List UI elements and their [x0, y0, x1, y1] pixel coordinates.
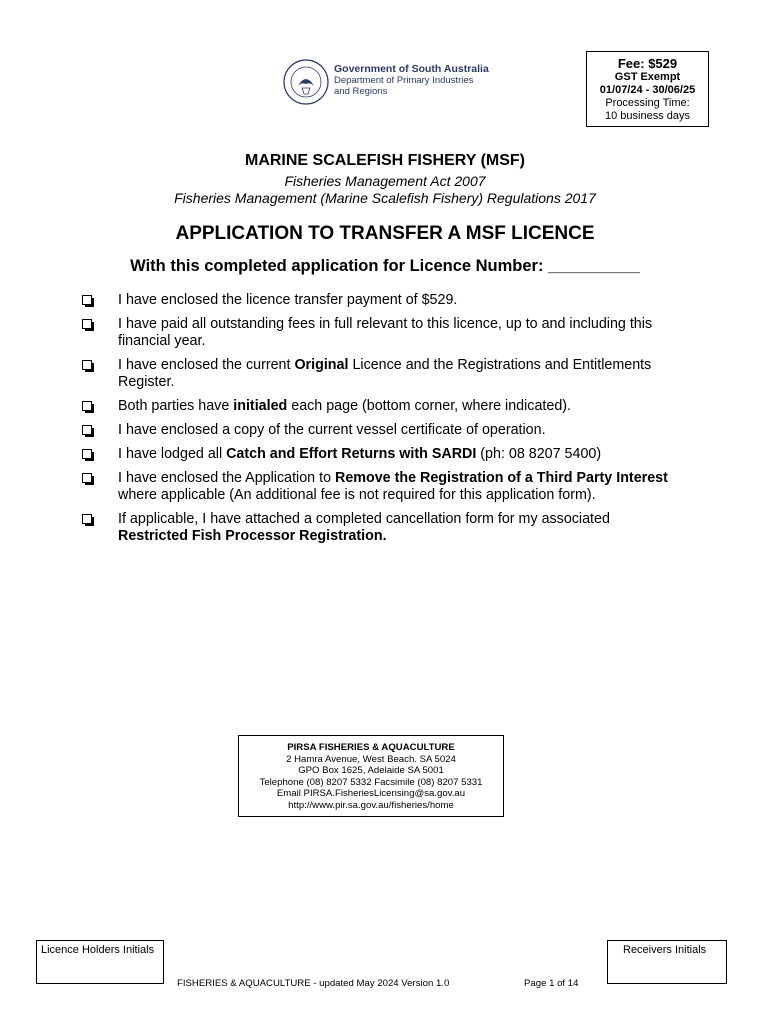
contact-street: 2 Hamra Avenue, West Beach. SA 5024 — [286, 753, 456, 765]
checklist-item — [82, 446, 682, 463]
application-title: APPLICATION TO TRANSFER A MSF LICENCE — [175, 223, 595, 244]
checklist-item — [82, 470, 682, 504]
checkbox-icon[interactable] — [82, 425, 92, 435]
contact-address-box — [238, 735, 504, 817]
footer-page-number: Page 1 of 14 — [524, 978, 579, 989]
checklist-item — [82, 511, 682, 545]
checklist-item — [82, 357, 682, 391]
checklist-item — [82, 398, 682, 415]
checklist-item-text: Remove the Registration of a Third Party Interest — [335, 470, 668, 486]
logo-regions-line: and Regions — [334, 86, 388, 97]
logo-government-line: Government of South Australia — [334, 63, 489, 75]
logo-department-line: Department of Primary Industries — [334, 75, 474, 86]
checklist-item-text: If applicable, I have attached a completed cancellation form for my associated — [118, 511, 610, 527]
checkbox-icon[interactable] — [82, 514, 92, 524]
checklist-item-text: I have lodged all — [118, 446, 227, 462]
contact-po-box: GPO Box 1625, Adelaide SA 5001 — [298, 765, 444, 776]
logo-text — [334, 64, 489, 97]
contact-org: PIRSA FISHERIES & AQUACULTURE — [287, 742, 455, 753]
fishery-title: MARINE SCALEFISH FISHERY (MSF) — [244, 152, 525, 169]
checklist-item-text: Both parties have — [118, 398, 234, 414]
checkbox-icon[interactable] — [82, 295, 92, 305]
licence-holders-initials-box[interactable] — [36, 940, 164, 984]
checklist-item-text: I have paid all outstanding fees in full relevant to this licence, up to and including this financial year. — [118, 316, 653, 349]
footer-version: FISHERIES & AQUACULTURE - updated May 2024 Version 1.0 — [177, 978, 450, 989]
fee-amount: Fee: $529 — [617, 56, 678, 71]
contact-email[interactable]: Email PIRSA.FisheriesLicensing@sa.gov.au — [276, 788, 466, 799]
licence-holders-initials-label: Licence Holders Initials — [41, 944, 155, 956]
processing-label: Processing Time: — [605, 97, 690, 109]
receivers-initials-box[interactable] — [607, 940, 727, 984]
checklist-item-text: initialed — [233, 398, 288, 414]
checklist-item-text: each page (bottom corner, where indicated). — [287, 398, 571, 414]
fee-period: 01/07/24 - 30/06/25 — [599, 84, 696, 96]
checklist-item-text: I have enclosed the licence transfer payment of $529. — [118, 292, 458, 308]
checklist-item-text: I have enclosed the current — [118, 357, 295, 373]
contact-phone: Telephone (08) 8207 5332 Facsimile (08) 8207 5331 — [259, 776, 483, 788]
checklist-item-text: Restricted Fish Processor Registration. — [118, 528, 387, 544]
checklist-item-text: where applicable (An additional fee is not required for this application form). — [118, 487, 596, 503]
checklist-item-text: (ph: 08 8207 5400) — [476, 446, 602, 462]
regulations-subtitle: Fisheries Management (Marine Scalefish Fishery) Regulations 2017 — [174, 190, 596, 206]
checkbox-icon[interactable] — [82, 360, 92, 370]
fee-box — [586, 51, 709, 127]
checklist-item-text: I have enclosed the Application to — [118, 470, 335, 486]
act-subtitle: Fisheries Management Act 2007 — [284, 173, 486, 189]
contact-website[interactable]: http://www.pir.sa.gov.au/fisheries/home — [288, 799, 454, 811]
checkbox-icon[interactable] — [82, 319, 92, 329]
checklist-item — [82, 292, 682, 309]
checklist-item-text: I have enclosed a copy of the current vessel certificate of operation. — [118, 422, 546, 438]
checkbox-icon[interactable] — [82, 473, 92, 483]
checklist-item — [82, 316, 682, 350]
checkbox-icon[interactable] — [82, 449, 92, 459]
receivers-initials-label: Receivers Initials — [623, 944, 707, 956]
checklist-item-text: Licence and the Registrations and Entitlements Register. — [118, 357, 652, 390]
checklist-item-text: Catch and Effort Returns with SARDI — [226, 446, 477, 462]
coat-of-arms-icon — [282, 58, 330, 106]
processing-value: 10 business days — [605, 110, 690, 122]
checklist-item-text: Original — [294, 357, 349, 373]
requirements-checklist — [82, 292, 682, 552]
checkbox-icon[interactable] — [82, 401, 92, 411]
government-logo — [282, 58, 497, 110]
gst-status: GST Exempt — [614, 71, 681, 83]
checklist-item — [82, 422, 682, 439]
licence-number-line: With this completed application for Licence Number: __________ — [130, 257, 640, 275]
